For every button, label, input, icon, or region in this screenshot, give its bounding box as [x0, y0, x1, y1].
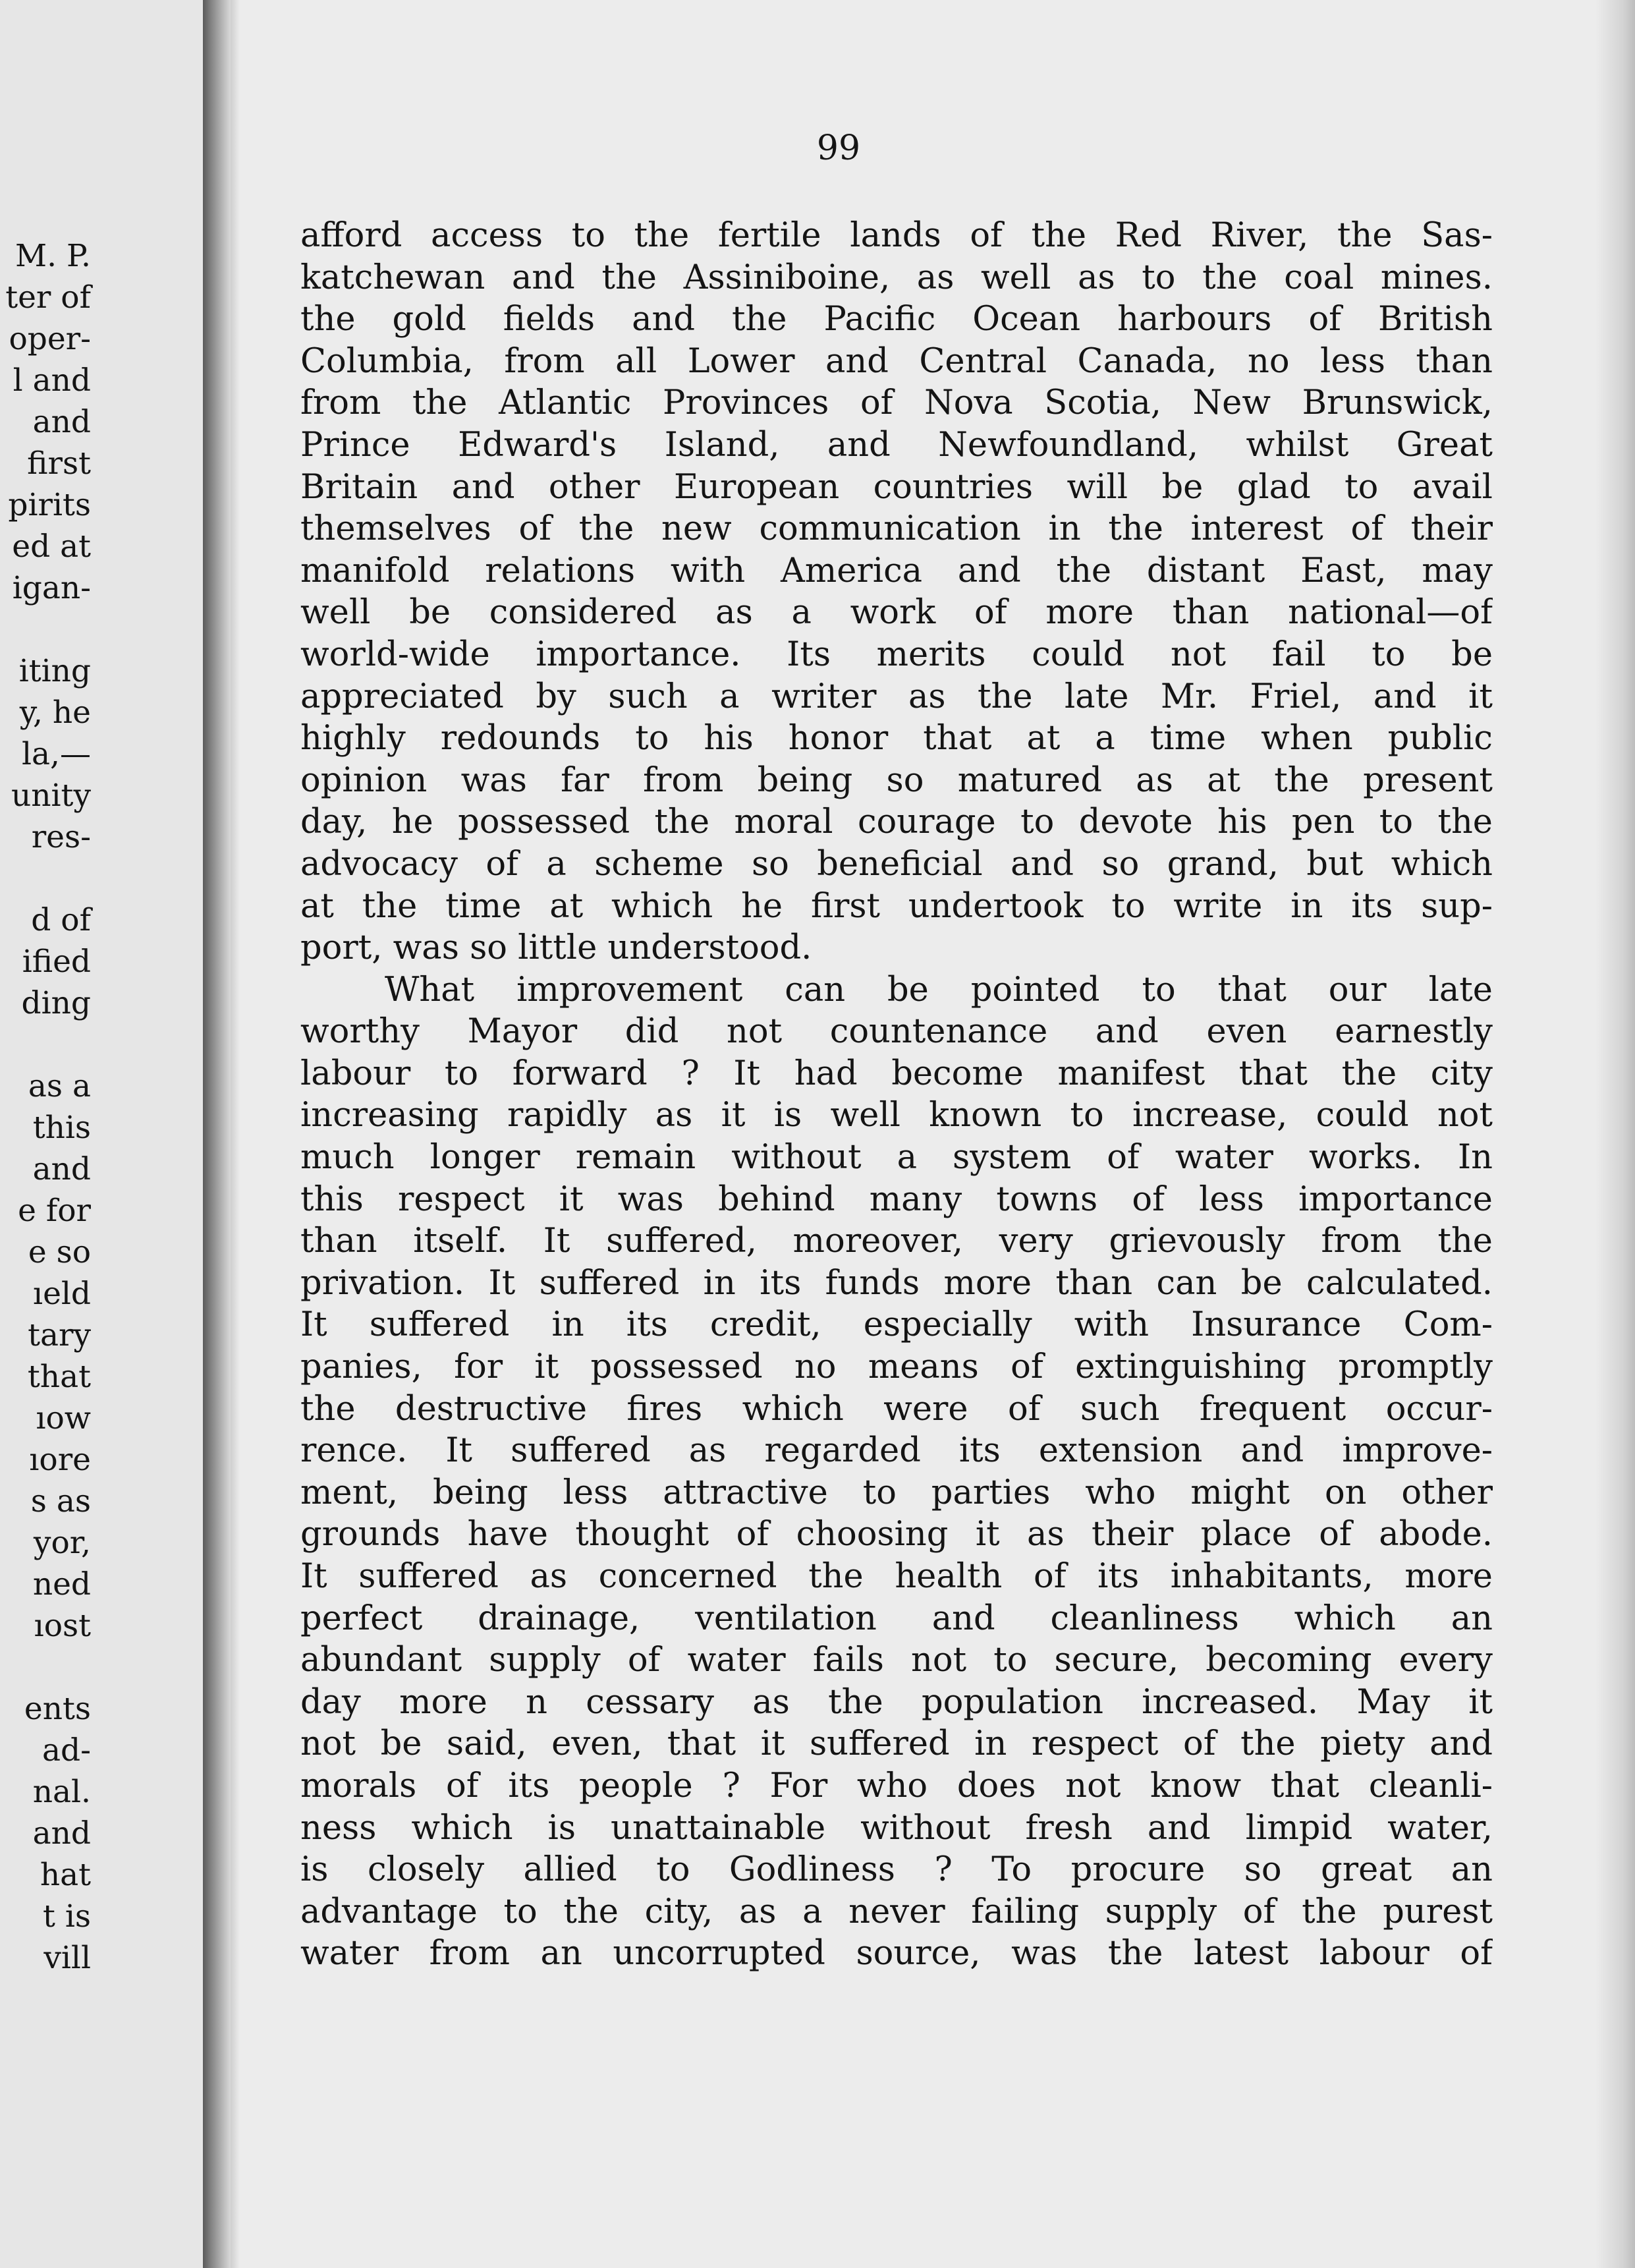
body-line: ment, being less attractive to parties who might on other: [300, 1473, 1493, 1512]
book-page: [240, 0, 1595, 2268]
body-line: world-wide importance. Its merits could not fail to be: [300, 635, 1493, 674]
body-line: manifold relations with America and the distant East, may: [300, 551, 1493, 590]
left-page-line: yor,: [33, 1525, 91, 1561]
body-line: What improvement can be pointed to that our late: [385, 970, 1493, 1009]
left-page-line: t is: [43, 1898, 91, 1935]
body-line: grounds have thought of choosing it as their place of abode.: [300, 1515, 1493, 1554]
left-page-line: y, he: [19, 695, 91, 731]
body-line: this respect it was behind many towns of less importance: [300, 1179, 1493, 1219]
body-line: ness which is unattainable without fresh and limpid water,: [300, 1808, 1493, 1848]
left-page-line: that: [27, 1359, 91, 1395]
left-page-line: and: [32, 1815, 91, 1852]
left-page-line: s as: [30, 1483, 91, 1519]
left-page-line: as a: [28, 1068, 91, 1104]
left-page-line: first: [27, 445, 91, 482]
left-page-line: this: [32, 1110, 91, 1146]
body-line: panies, for it possessed no means of extinguishing promptly: [300, 1347, 1493, 1387]
body-line: the gold fields and the Pacific Ocean harbours of British: [300, 300, 1493, 339]
left-page-line: vill: [43, 1940, 91, 1976]
body-line: worthy Mayor did not countenance and even earnestly: [300, 1012, 1493, 1052]
page-edge-shadow: [1595, 0, 1635, 2268]
left-page-line: ıore: [29, 1442, 91, 1478]
left-page-line: tary: [28, 1317, 91, 1353]
body-line: not be said, even, that it suffered in respect of the piety and: [300, 1724, 1493, 1764]
left-page-line: res-: [31, 819, 91, 855]
body-line: privation. It suffered in its funds more than can be calculated.: [300, 1263, 1493, 1303]
left-page-line: ding: [21, 985, 91, 1021]
left-page-line: ed at: [12, 528, 91, 565]
gutter-edge: [231, 0, 240, 2268]
left-page-line: ıost: [34, 1608, 91, 1644]
body-line: Britain and other European countries will be glad to avail: [300, 467, 1493, 507]
body-line: opinion was far from being so matured as at the present: [300, 760, 1493, 800]
body-line: themselves of the new communication in the interest of their: [300, 509, 1493, 549]
body-line: much longer remain without a system of water works. In: [300, 1138, 1493, 1177]
left-page-line: ified: [22, 944, 91, 980]
left-page-line: l and: [13, 362, 91, 399]
left-page-line: ter of: [5, 279, 91, 316]
body-line: day more n cessary as the population increased. May it: [300, 1682, 1493, 1722]
left-page-line: ents: [24, 1691, 91, 1727]
body-line: perfect drainage, ventilation and cleanliness which an: [300, 1599, 1493, 1638]
body-line: well be considered as a work of more than national—of: [300, 593, 1493, 633]
body-line: abundant supply of water fails not to secure, becoming every: [300, 1641, 1493, 1680]
left-page-line: e for: [18, 1193, 91, 1229]
left-page-line: and: [32, 404, 91, 440]
body-line: water from an uncorrupted source, was the latest labour of: [300, 1934, 1493, 1973]
body-line: morals of its people ? For who does not know that cleanli-: [300, 1766, 1493, 1805]
left-page-line: iting: [18, 653, 91, 689]
body-line: at the time at which he first undertook to write in its sup-: [300, 886, 1493, 926]
body-line: advantage to the city, as a never failing supply of the purest: [300, 1892, 1493, 1931]
left-page-line: unity: [11, 778, 91, 814]
left-page-line: pirits: [8, 487, 91, 523]
body-line: It suffered as concerned the health of its inhabitants, more: [300, 1557, 1493, 1596]
left-page-line: igan-: [12, 570, 91, 606]
left-page-line: [0, 858, 91, 899]
left-page-line: la,—: [22, 736, 91, 772]
body-line: It suffered in its credit, especially with Insurance Com-: [300, 1305, 1493, 1345]
left-page-line: e so: [28, 1234, 91, 1270]
left-page-line: ıow: [36, 1400, 91, 1436]
body-line: than itself. It suffered, moreover, very grievously from the: [300, 1222, 1493, 1261]
left-page-line: M. P.: [14, 238, 91, 274]
body-line: day, he possessed the moral courage to devote his pen to the: [300, 803, 1493, 842]
body-line: afford access to the fertile lands of the Red River, the Sas-: [300, 216, 1493, 255]
body-line: Columbia, from all Lower and Central Canada, no less than: [300, 341, 1493, 381]
left-page-line: ned: [32, 1566, 91, 1602]
left-page-text-column: [0, 235, 91, 1979]
left-page-line: oper-: [9, 321, 91, 357]
page-number: 99: [816, 128, 861, 168]
body-line: Prince Edward's Island, and Newfoundland, whilst Great: [300, 425, 1493, 465]
left-page-fragment: [0, 0, 203, 2268]
body-line: is closely allied to Godliness ? To procure so great an: [300, 1850, 1493, 1890]
body-line: katchewan and the Assiniboine, as well as to the coal mines.: [300, 258, 1493, 297]
body-line: from the Atlantic Provinces of Nova Scotia, New Brunswick,: [300, 383, 1493, 423]
body-line: port, was so little understood.: [300, 928, 812, 968]
body-line: rence. It suffered as regarded its extension and improve-: [300, 1431, 1493, 1471]
body-line: increasing rapidly as it is well known to increase, could not: [300, 1096, 1493, 1135]
left-page-line: ad-: [42, 1732, 91, 1769]
body-line: appreciated by such a writer as the late Mr. Friel, and it: [300, 677, 1493, 716]
body-line: labour to forward ? It had become manifest that the city: [300, 1054, 1493, 1093]
book-gutter: [203, 0, 231, 2268]
body-line: advocacy of a scheme so beneficial and so grand, but which: [300, 844, 1493, 884]
body-line: the destructive fires which were of such frequent occur-: [300, 1389, 1493, 1429]
left-page-line: d of: [31, 902, 91, 938]
body-line: highly redounds to his honor that at a time when public: [300, 719, 1493, 758]
left-page-line: nal.: [32, 1774, 91, 1810]
left-page-line: [0, 609, 91, 650]
left-page-line: hat: [40, 1857, 91, 1893]
left-page-line: and: [32, 1151, 91, 1187]
body-text: [300, 215, 1493, 1975]
left-page-line: [0, 1647, 91, 1688]
left-page-line: [0, 1024, 91, 1065]
left-page-line: ıeld: [33, 1276, 91, 1312]
